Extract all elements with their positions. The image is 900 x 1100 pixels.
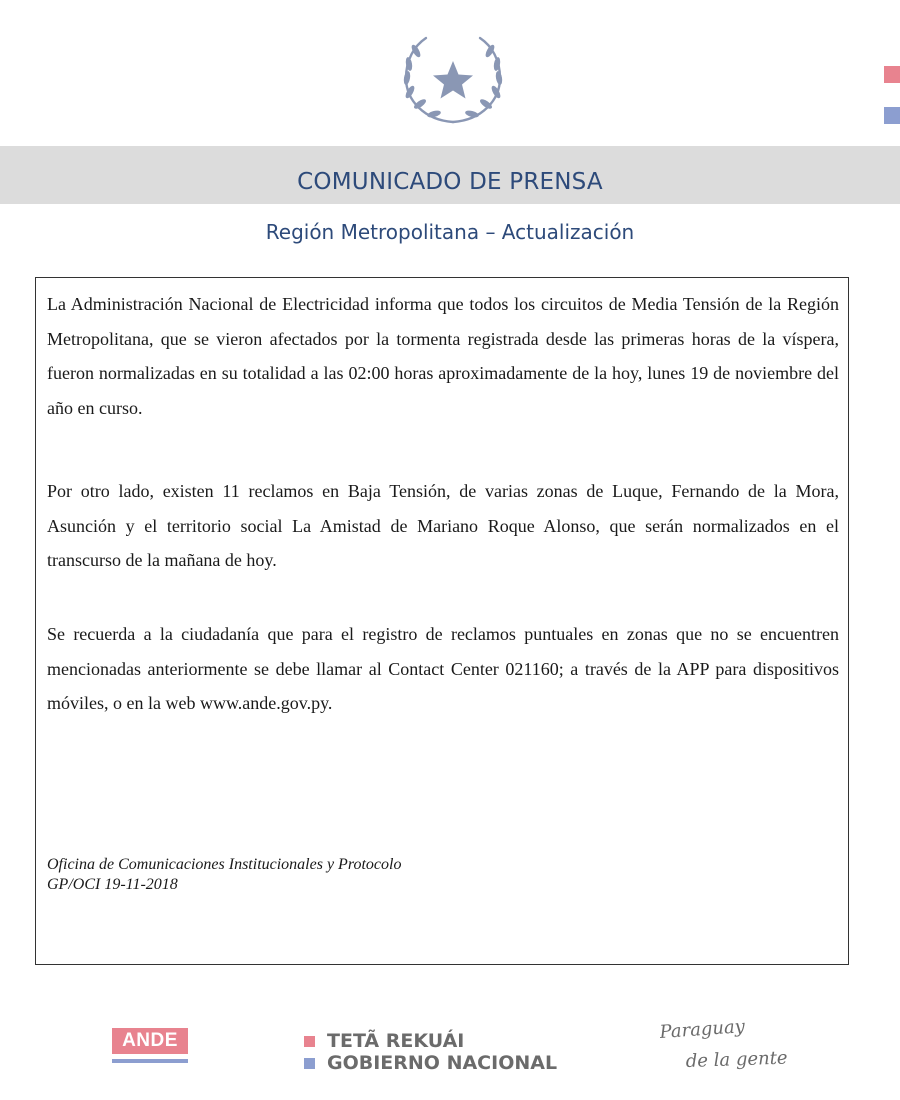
- national-seal-icon: [396, 30, 510, 130]
- ande-logo-underline: [112, 1059, 188, 1063]
- government-logo: [304, 1030, 557, 1074]
- paragraph-3: Se recuerda a la ciudadanía que para el registro de reclamos puntuales en zonas que no se encuentren mencionadas anteriormente se debe llamar al Contact Center 021160; a través de la APP para dispositivos móviles, o en la web www.ande.gov.py.: [47, 624, 839, 713]
- signature-office: Oficina de Comunicaciones Institucionales y Protocolo: [47, 856, 402, 873]
- signature-block: [47, 855, 401, 895]
- blue-square-icon: [304, 1058, 315, 1069]
- press-release-box: [35, 277, 849, 965]
- paraguay-slogan-logo: [660, 1018, 790, 1078]
- page-title: COMUNICADO DE PRENSA: [297, 169, 603, 195]
- slogan-line-1: Paraguay: [660, 1018, 746, 1043]
- signature-reference: GP/OCI 19-11-2018: [47, 876, 178, 893]
- paragraph-1: La Administración Nacional de Electricidad informa que todos los circuitos de Media Tensión de la Región Metropolitana, que se vieron afectados por la tormenta registrada desde las primeras horas de la víspera, fueron normalizadas en su totalidad a las 02:00 horas aproximadamente de la hoy, lunes 19 de noviembre del año en curso.: [47, 294, 839, 418]
- gov-line-1: TETÃ REKUÁI: [327, 1030, 465, 1052]
- page-subtitle: Región Metropolitana – Actualización: [265, 220, 635, 244]
- ande-logo-text: ANDE: [112, 1028, 188, 1054]
- paragraph-2: Por otro lado, existen 11 reclamos en Baja Tensión, de varias zonas de Luque, Fernando de la Mora, Asunción y el territorio social La Amistad de Mariano Roque Alonso, que serán normalizados en el transcurso de la mañana de hoy.: [47, 481, 839, 570]
- corner-blue-mark: [884, 107, 900, 124]
- slogan-line-2: de la gente: [685, 1047, 788, 1072]
- ande-logo: [112, 1028, 188, 1063]
- corner-red-mark: [884, 66, 900, 83]
- gov-line-2: GOBIERNO NACIONAL: [327, 1052, 558, 1074]
- red-square-icon: [304, 1036, 315, 1047]
- title-banner: [0, 146, 900, 204]
